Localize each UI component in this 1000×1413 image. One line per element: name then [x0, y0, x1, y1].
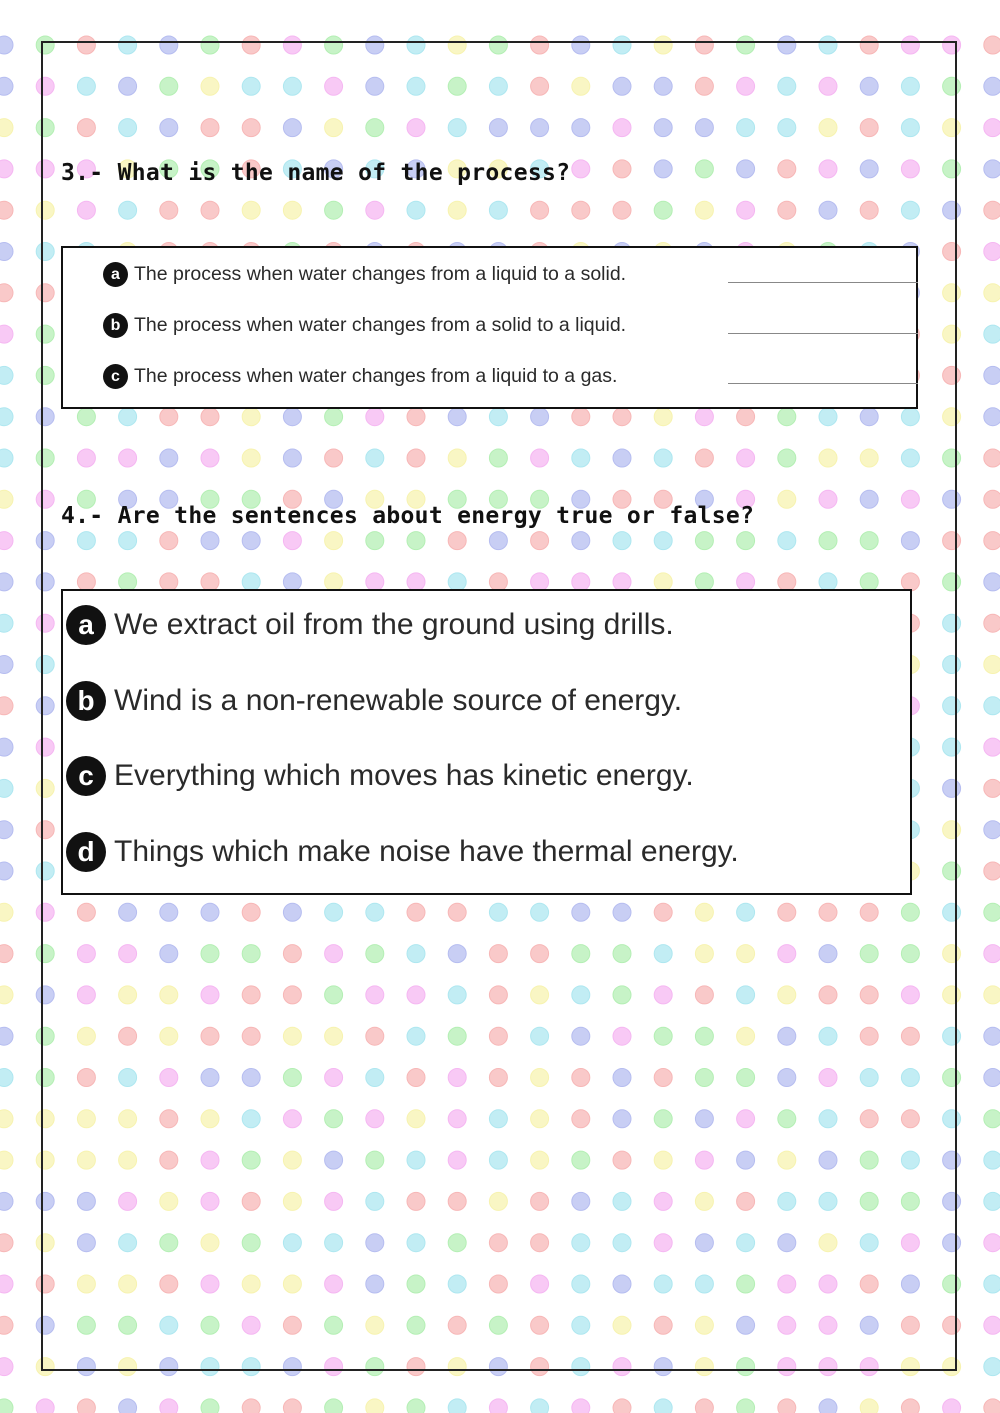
- question-4-item-a-text: We extract oil from the ground using drills.: [114, 608, 674, 641]
- background-dot: [984, 1358, 1000, 1376]
- background-dot: [984, 1316, 1000, 1334]
- answer-line-b[interactable]: [728, 333, 918, 334]
- background-dot: [0, 449, 13, 467]
- background-dot: [0, 738, 13, 756]
- background-dot: [984, 408, 1000, 426]
- background-dot: [0, 77, 13, 95]
- background-dot: [943, 1399, 961, 1413]
- background-dot: [984, 1027, 1000, 1045]
- background-dot: [984, 366, 1000, 384]
- background-dot: [0, 366, 13, 384]
- question-3-item-a-text: The process when water changes from a liquid to a solid.: [134, 263, 627, 285]
- question-3-item-b: [103, 313, 626, 338]
- background-dot: [984, 862, 1000, 880]
- background-dot: [984, 490, 1000, 508]
- background-dot: [0, 903, 13, 921]
- background-dot: [984, 614, 1000, 632]
- background-dot: [984, 284, 1000, 302]
- background-dot: [984, 1069, 1000, 1087]
- background-dot: [0, 532, 13, 550]
- background-dot: [77, 1399, 95, 1413]
- background-dot: [984, 325, 1000, 343]
- question-4-item-d: [66, 832, 739, 872]
- background-dot: [0, 1069, 13, 1087]
- question-4-item-b-text: Wind is a non-renewable source of energy.: [114, 684, 683, 717]
- question-3-item-c-text: The process when water changes from a liquid to a gas.: [134, 365, 618, 387]
- background-dot: [984, 1234, 1000, 1252]
- background-dot: [737, 1399, 755, 1413]
- background-dot: [0, 1234, 13, 1252]
- background-dot: [0, 779, 13, 797]
- letter-c-badge-icon: c: [66, 756, 106, 796]
- letter-b-badge-icon: b: [103, 313, 128, 338]
- question-4-box: [61, 589, 912, 895]
- background-dot: [0, 1110, 13, 1128]
- question-4-item-a: [66, 605, 674, 645]
- answer-line-c[interactable]: [728, 383, 918, 384]
- background-dot: [366, 1399, 384, 1413]
- background-dot: [984, 738, 1000, 756]
- question-4-item-b: [66, 681, 682, 721]
- background-dot: [0, 573, 13, 591]
- background-dot: [654, 1399, 672, 1413]
- background-dot: [613, 1399, 631, 1413]
- background-dot: [0, 986, 13, 1004]
- question-3-item-b-text: The process when water changes from a solid to a liquid.: [134, 314, 627, 336]
- background-dot: [984, 821, 1000, 839]
- background-dot: [160, 1399, 178, 1413]
- background-dot: [0, 1275, 13, 1293]
- background-dot: [0, 1027, 13, 1045]
- background-dot: [984, 1399, 1000, 1413]
- background-dot: [695, 1399, 713, 1413]
- background-dot: [407, 1399, 425, 1413]
- background-dot: [860, 1399, 878, 1413]
- background-dot: [984, 697, 1000, 715]
- background-dot: [0, 490, 13, 508]
- question-3-item-c: [103, 364, 617, 389]
- background-dot: [0, 614, 13, 632]
- background-dot: [984, 160, 1000, 178]
- background-dot: [984, 77, 1000, 95]
- question-3-title: 3.- What is the name of the process?: [61, 160, 571, 186]
- background-dot: [984, 243, 1000, 261]
- question-4-title: 4.- Are the sentences about energy true or false?: [61, 503, 755, 529]
- background-dot: [0, 821, 13, 839]
- background-dot: [984, 1110, 1000, 1128]
- background-dot: [984, 1192, 1000, 1210]
- background-dot: [0, 284, 13, 302]
- background-dot: [36, 1399, 54, 1413]
- question-4-item-d-text: Things which make noise have thermal energy.: [114, 835, 739, 868]
- background-dot: [119, 1399, 137, 1413]
- background-dot: [325, 1399, 343, 1413]
- background-dot: [819, 1399, 837, 1413]
- letter-b-badge-icon: b: [66, 681, 106, 721]
- background-dot: [984, 532, 1000, 550]
- background-dot: [984, 903, 1000, 921]
- background-dot: [531, 1399, 549, 1413]
- background-dot: [0, 119, 13, 137]
- question-4-item-c: [66, 756, 694, 796]
- background-dot: [0, 201, 13, 219]
- background-dot: [0, 1151, 13, 1169]
- background-dot: [984, 656, 1000, 674]
- background-dot: [0, 1316, 13, 1334]
- background-dot: [0, 36, 13, 54]
- background-dot: [984, 449, 1000, 467]
- letter-d-badge-icon: d: [66, 832, 106, 872]
- answer-line-a[interactable]: [728, 282, 918, 283]
- background-dot: [283, 1399, 301, 1413]
- background-dot: [0, 325, 13, 343]
- letter-c-badge-icon: c: [103, 364, 128, 389]
- question-3-item-a: [103, 262, 626, 287]
- background-dot: [0, 1399, 13, 1413]
- question-4-item-c-text: Everything which moves has kinetic energy.: [114, 759, 694, 792]
- background-dot: [984, 1151, 1000, 1169]
- background-dot: [0, 1358, 13, 1376]
- background-dot: [984, 945, 1000, 963]
- background-dot: [984, 201, 1000, 219]
- background-dot: [0, 862, 13, 880]
- background-dot: [901, 1399, 919, 1413]
- background-dot: [778, 1399, 796, 1413]
- background-dot: [0, 697, 13, 715]
- background-dot: [0, 1192, 13, 1210]
- letter-a-badge-icon: a: [103, 262, 128, 287]
- background-dot: [984, 119, 1000, 137]
- background-dot: [984, 573, 1000, 591]
- question-3-box: [61, 246, 918, 409]
- background-dot: [201, 1399, 219, 1413]
- background-dot: [984, 779, 1000, 797]
- background-dot: [984, 36, 1000, 54]
- background-dot: [0, 408, 13, 426]
- letter-a-badge-icon: a: [66, 605, 106, 645]
- background-dot: [0, 945, 13, 963]
- background-dot: [448, 1399, 466, 1413]
- background-dot: [0, 656, 13, 674]
- background-dot: [572, 1399, 590, 1413]
- background-dot: [984, 1275, 1000, 1293]
- background-dot: [0, 243, 13, 261]
- background-dot: [984, 986, 1000, 1004]
- background-dot: [0, 160, 13, 178]
- background-dot: [489, 1399, 507, 1413]
- background-dot: [242, 1399, 260, 1413]
